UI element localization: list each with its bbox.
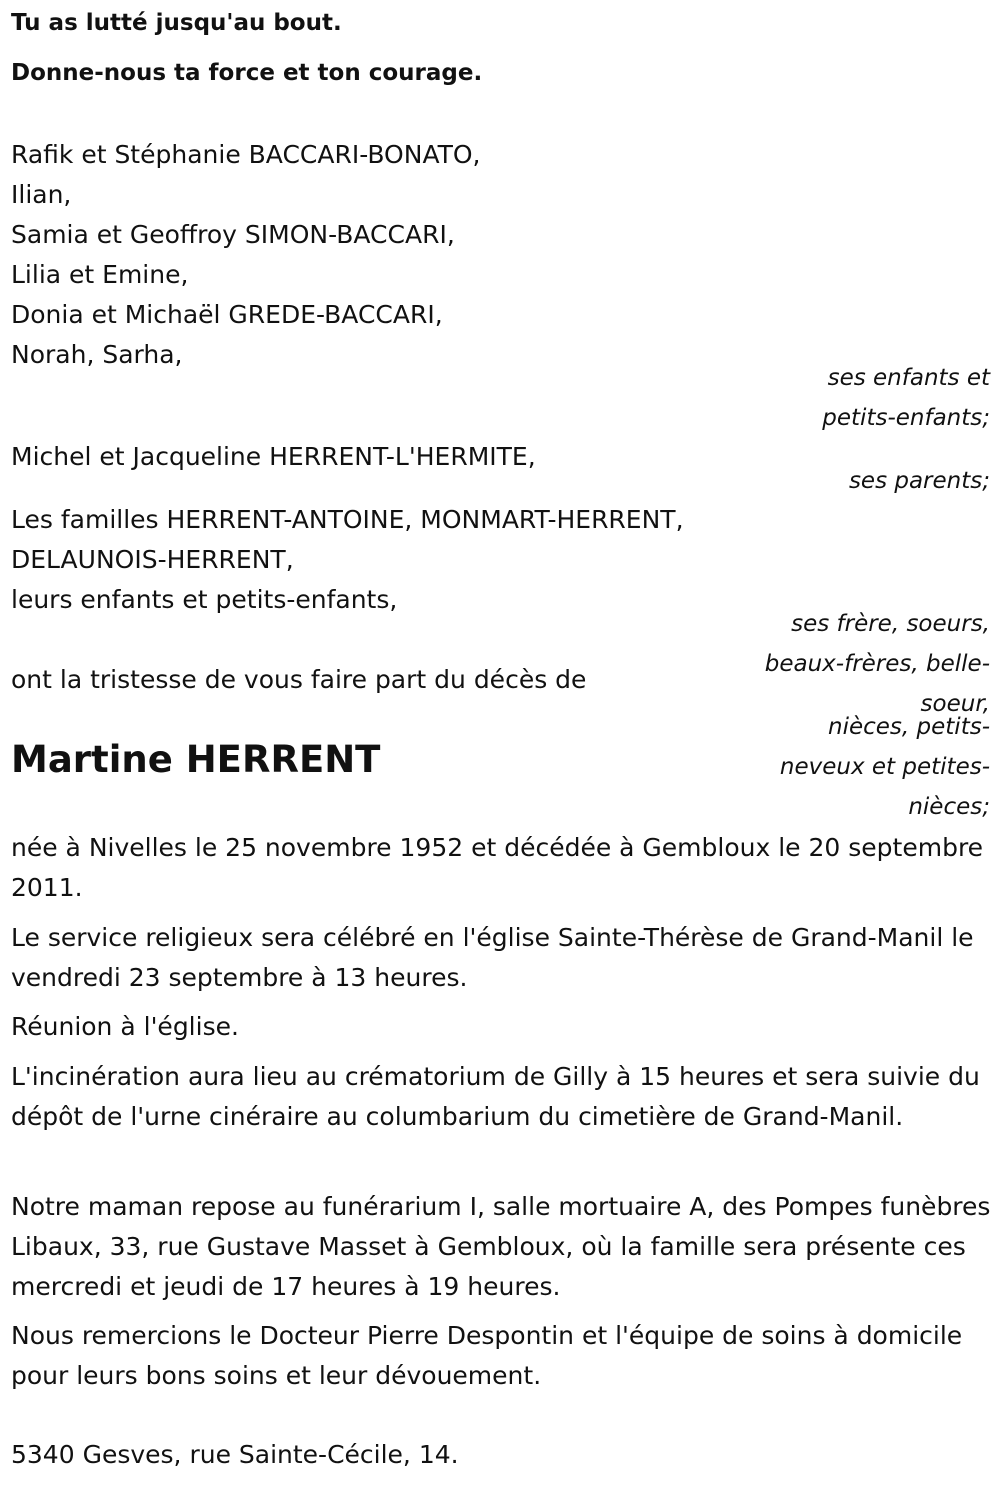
rest-paragraph: Notre maman repose au funérarium I, salle mortuaire A, des Pompes funèbres Libaux, 33, rue Gustave Masset à Gembloux, où la famille sera présente ces mercredi et jeudi de 17 heures à 19 heures. [11,1192,991,1301]
meeting-paragraph: Réunion à l'église. [11,1012,239,1041]
family-line: Lilia et Emine, [11,260,189,289]
relation-nieces-1: nièces, petits- [828,714,990,740]
thanks-paragraph: Nous remercions le Docteur Pierre Despontin et l'équipe de soins à domicile pour leurs bons soins et leur dévouement. [11,1321,963,1390]
parents-line: Michel et Jacqueline HERRENT-L'HERMITE, [11,442,536,471]
address: 5340 Gesves, rue Sainte-Cécile, 14. [11,1440,459,1469]
deceased-name: Martine HERRENT [11,738,381,781]
birth-death-paragraph: née à Nivelles le 25 novembre 1952 et décédée à Gembloux le 20 septembre 2011. [11,833,984,902]
service-paragraph: Le service religieux sera célébré en l'église Sainte-Thérèse de Grand-Manil le vendredi 23 septembre à 13 heures. [11,923,974,992]
relation-nieces-3: nièces; [908,794,990,820]
cremation-paragraph: L'incinération aura lieu au crématorium de Gilly à 15 heures et sera suivie du dépôt de l'urne cinéraire au columbarium du cimetière de Grand-Manil. [11,1062,980,1131]
relation-parents: ses parents; [848,468,990,494]
relation-siblings-1: ses frère, soeurs, [791,611,990,637]
family-line: Donia et Michaël GREDE-BACCARI, [11,300,443,329]
header-line-2: Donne-nous ta force et ton courage. [11,60,483,86]
relation-children-2: petits-enfants; [822,405,990,431]
header-line-1: Tu as lutté jusqu'au bout. [11,10,342,36]
families-line-3: leurs enfants et petits-enfants, [11,585,398,614]
relation-siblings-2: beaux-frères, belle- [764,651,990,677]
relation-children-1: ses enfants et [827,365,990,391]
family-line: Norah, Sarha, [11,340,183,369]
family-line: Rafik et Stéphanie BACCARI-BONATO, [11,140,481,169]
families-line-1: Les familles HERRENT-ANTOINE, MONMART-HERRENT, [11,505,684,534]
announcement: ont la tristesse de vous faire part du décès de [11,665,587,694]
families-line-2: DELAUNOIS-HERRENT, [11,545,294,574]
relation-nieces-2: neveux et petites- [779,754,990,780]
relation-siblings-3: soeur, [920,691,990,717]
family-line: Samia et Geoffroy SIMON-BACCARI, [11,220,455,249]
family-line: Ilian, [11,180,72,209]
